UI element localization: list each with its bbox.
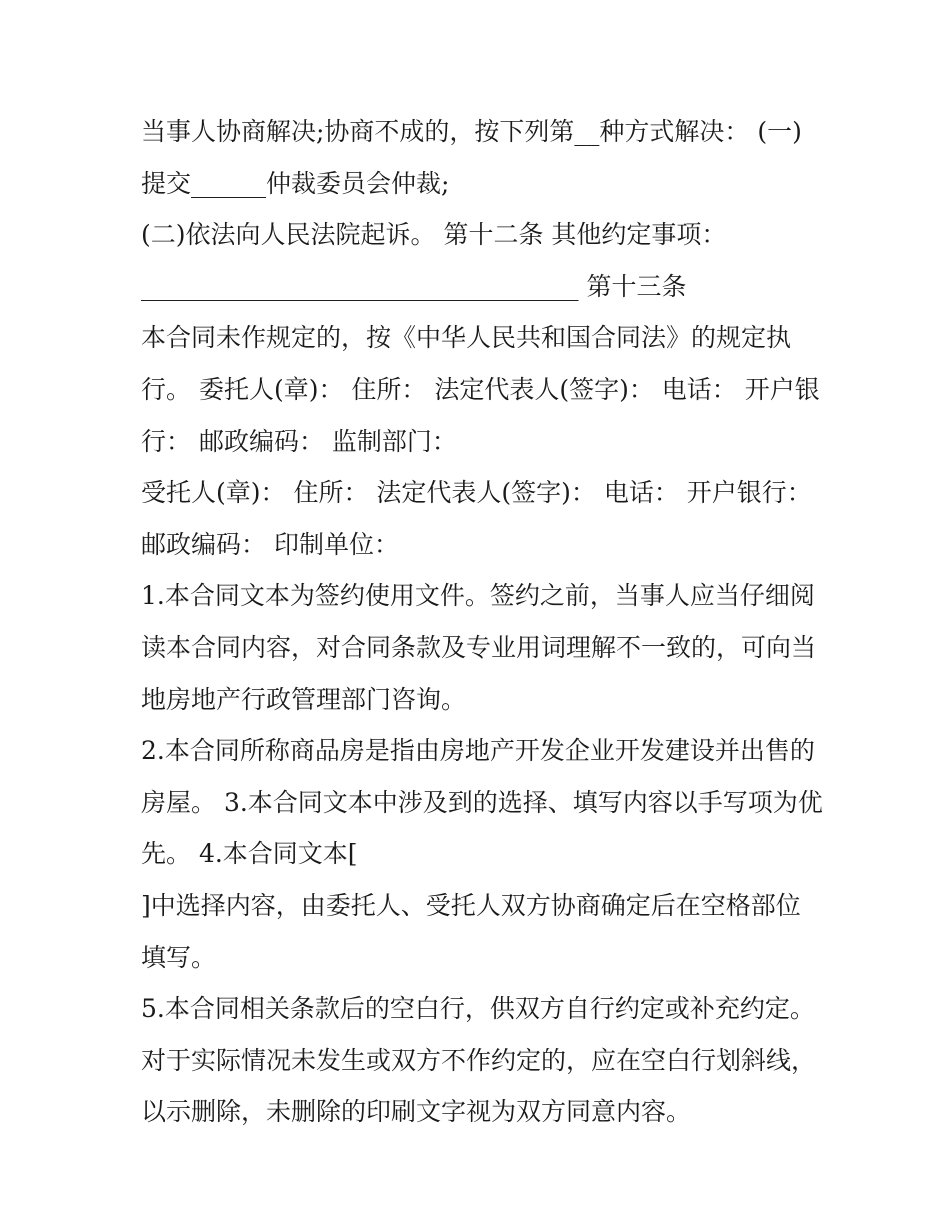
text-line: 地房地产行政管理部门咨询。 <box>141 684 467 714</box>
text-line: 填写。 <box>141 942 217 972</box>
text-line: 提交______仲裁委员会仲裁; <box>141 168 450 198</box>
text-line: 当事人协商解决;协商不成的，按下列第__种方式解决： (一) <box>141 117 802 146</box>
text-line: 邮政编码： 印制单位： <box>141 529 399 559</box>
text-line: 1.本合同文本为签约使用文件。签约之前，当事人应当仔细阅 <box>141 581 815 611</box>
text-line: 以示删除，未删除的印刷文字视为双方同意内容。 <box>141 1097 692 1127</box>
text-line: 读本合同内容，对合同条款及专业用词理解不一致的，可向当 <box>141 632 817 662</box>
text-line: 2.本合同所称商品房是指由房地产开发企业开发建设并出售的 <box>141 736 815 766</box>
text-line: 房屋。 3.本合同文本中涉及到的选择、填写内容以手写项为优 <box>141 787 823 817</box>
text-line: ___________________________________ 第十三条 <box>141 271 687 301</box>
text-line: 对于实际情况未发生或双方不作约定的，应在空白行划斜线， <box>141 1045 817 1075</box>
document-body <box>141 106 831 1138</box>
text-line: 5.本合同相关条款后的空白行，供双方自行约定或补充约定。 <box>141 994 815 1024</box>
text-line: 行： 邮政编码： 监制部门： <box>141 426 457 456</box>
text-line: 先。 4.本合同文本[ <box>141 839 358 869</box>
text-line: (二)依法向人民法院起诉。 第十二条 其他约定事项： <box>141 220 727 250</box>
text-line: 受托人(章)： 住所： 法定代表人(签字)： 电话： 开户银行： <box>141 478 812 508</box>
text-line: 本合同未作规定的，按《中华人民共和国合同法》的规定执 <box>141 323 792 353</box>
text-line: 行。 委托人(章)： 住所： 法定代表人(签字)： 电话： 开户银 <box>141 374 820 404</box>
text-line: ]中选择内容，由委托人、受托人双方协商确定后在空格部位 <box>141 890 801 920</box>
